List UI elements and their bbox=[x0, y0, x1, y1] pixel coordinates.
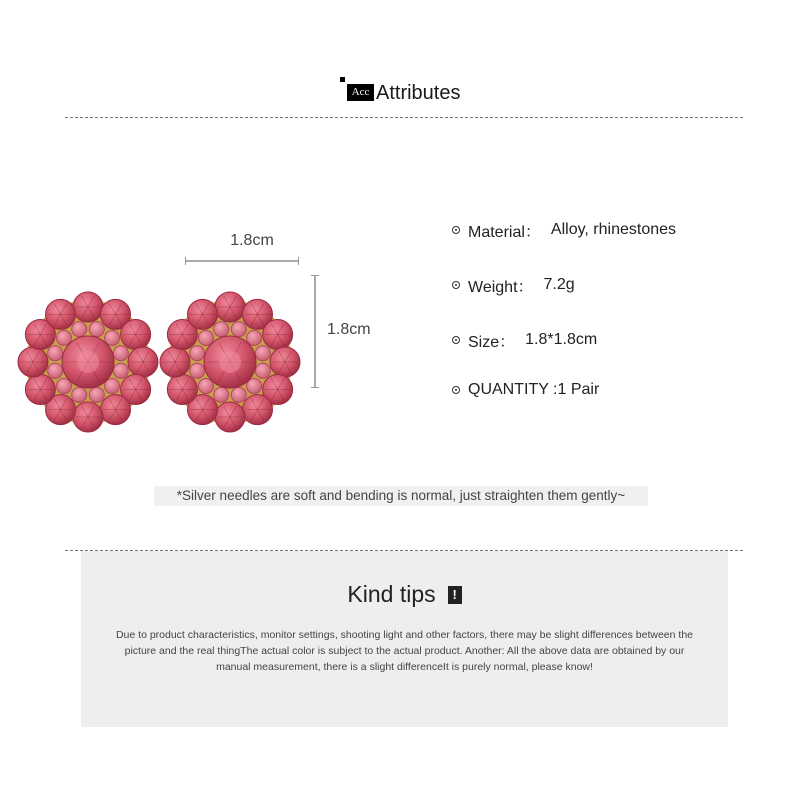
attribute-weight bbox=[452, 272, 575, 298]
bullet-icon bbox=[452, 226, 460, 234]
bullet-icon bbox=[452, 336, 460, 344]
small-rhinestone bbox=[198, 379, 213, 394]
section-title: Attributes bbox=[376, 82, 461, 104]
attribute-material bbox=[452, 217, 676, 243]
attribute-key: Weight： bbox=[468, 278, 534, 296]
small-rhinestone bbox=[105, 330, 120, 345]
care-note: *Silver needles are soft and bending is normal, just straighten them gently~ bbox=[154, 486, 648, 506]
small-rhinestone bbox=[231, 387, 246, 402]
small-rhinestone bbox=[113, 363, 128, 378]
small-rhinestone bbox=[72, 322, 87, 337]
attribute-value: 1.8*1.8cm bbox=[525, 331, 598, 348]
attribute-value: 1 Pair bbox=[557, 381, 600, 398]
small-rhinestone bbox=[48, 363, 63, 378]
small-rhinestone bbox=[190, 346, 205, 361]
left-earring bbox=[18, 292, 158, 432]
height-dimension-label: 1.8cm bbox=[327, 321, 371, 338]
small-rhinestone bbox=[247, 330, 262, 345]
attribute-key: Size： bbox=[468, 333, 516, 351]
small-rhinestone bbox=[89, 322, 104, 337]
tips-heading bbox=[81, 581, 728, 608]
section-header bbox=[0, 76, 800, 110]
tips-text: Due to product characteristics, monitor settings, shooting light and other factors, there may be slight differences between the picture and the real thingThe actual color is subject to the actual product. Another: All the above data are obtained by our manual measurement, there is a slight differenceIt is purely normal, please know! bbox=[115, 629, 694, 673]
decor-dot bbox=[340, 77, 345, 82]
earrings-product-image bbox=[14, 284, 304, 444]
small-rhinestone bbox=[113, 346, 128, 361]
small-rhinestone bbox=[255, 346, 270, 361]
center-highlight bbox=[77, 351, 99, 373]
small-rhinestone bbox=[56, 330, 71, 345]
attribute-value: 7.2g bbox=[543, 276, 575, 293]
bullet-icon bbox=[452, 386, 460, 394]
bullet-icon bbox=[452, 281, 460, 289]
small-rhinestone bbox=[105, 379, 120, 394]
small-rhinestone bbox=[255, 363, 270, 378]
tips-title: Kind tips bbox=[347, 581, 436, 607]
small-rhinestone bbox=[190, 363, 205, 378]
right-earring bbox=[160, 292, 300, 432]
small-rhinestone bbox=[89, 387, 104, 402]
attribute-key: Material： bbox=[468, 223, 541, 241]
small-rhinestone bbox=[198, 330, 213, 345]
height-dimension-line bbox=[314, 275, 316, 388]
small-rhinestone bbox=[214, 387, 229, 402]
width-dimension-label: 1.8cm bbox=[230, 232, 274, 249]
small-rhinestone bbox=[214, 322, 229, 337]
small-rhinestone bbox=[56, 379, 71, 394]
small-rhinestone bbox=[247, 379, 262, 394]
acc-badge: Acc bbox=[347, 84, 374, 101]
small-rhinestone bbox=[231, 322, 246, 337]
center-highlight bbox=[219, 351, 241, 373]
attribute-quantity bbox=[452, 377, 599, 403]
attribute-size bbox=[452, 327, 597, 353]
attribute-value: Alloy, rhinestones bbox=[550, 221, 677, 238]
kind-tips-panel bbox=[81, 551, 728, 727]
small-rhinestone bbox=[48, 346, 63, 361]
exclamation-icon: ! bbox=[448, 586, 462, 604]
attribute-key: QUANTITY : bbox=[468, 381, 558, 398]
small-rhinestone bbox=[72, 387, 87, 402]
top-divider bbox=[65, 117, 743, 118]
width-dimension-line bbox=[185, 260, 299, 262]
